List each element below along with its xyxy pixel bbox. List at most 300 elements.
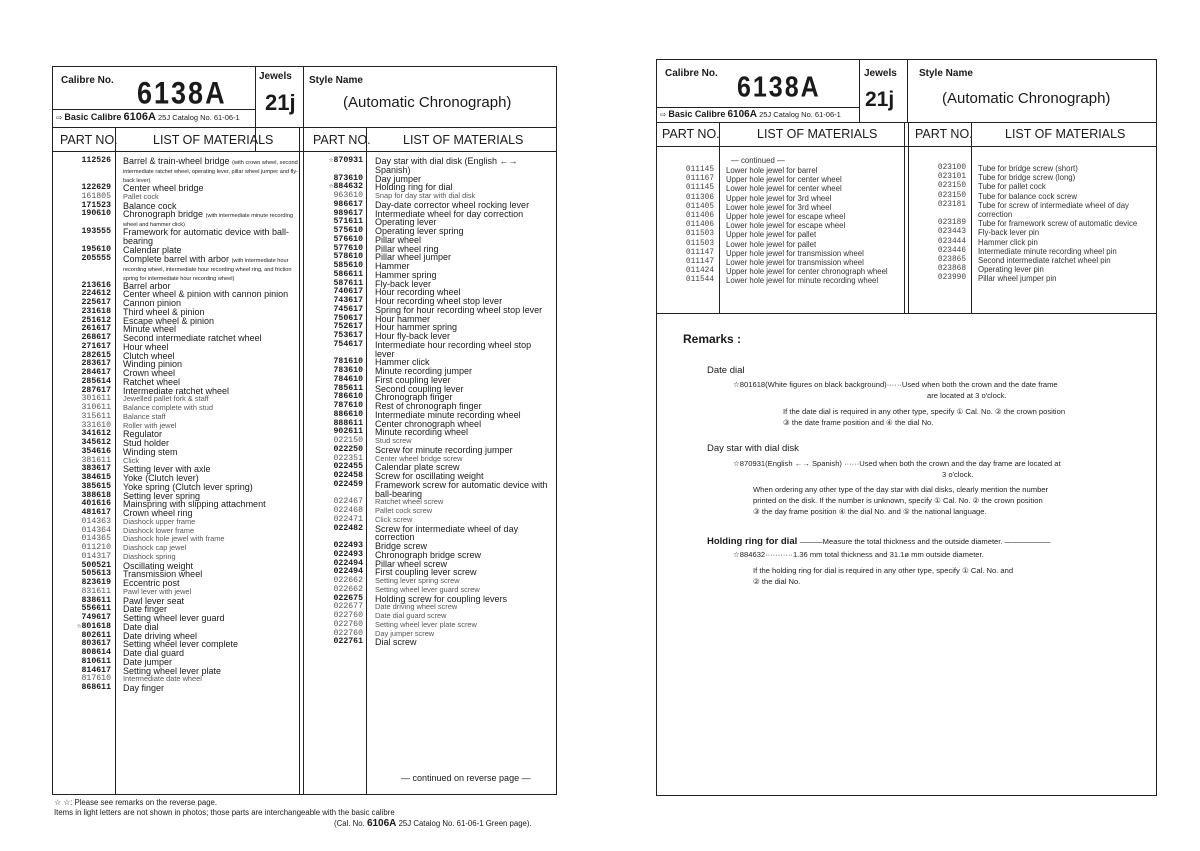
footnote-basic-calibre (334, 818, 532, 829)
part-number: 284617 (81, 368, 111, 377)
part-number: 022467 (333, 497, 363, 507)
part-number: 808614 (81, 648, 111, 657)
parts-list-column-2 (909, 164, 1155, 284)
part-number: 585610 (333, 261, 363, 270)
part-note: (with intermediate hour recording wheel, intermediate hour recording wheel ring, and friction spring for intermediate hour recording wheel) (123, 257, 292, 282)
part-name: Spring for hour recording wheel stop lever (375, 304, 543, 315)
part-number: 112526 (81, 156, 111, 165)
style-name: (Automatic Chronograph) (343, 94, 512, 111)
part-number: 022351 (333, 453, 363, 463)
part-name: Upper hole jewel for 3rd wheel (726, 193, 832, 203)
part-number: 011405 (685, 202, 714, 211)
part-number: 384615 (81, 473, 111, 482)
part-name: Lower hole jewel for pallet (726, 239, 817, 249)
holding-ring-heading (707, 536, 1050, 547)
day-star-line4: printed on the disk. If the number is unknown, specify ① Cal. No. ② the crown position (753, 496, 1043, 505)
part-number: 225617 (81, 298, 111, 307)
part-number: 023181 (937, 200, 966, 209)
part-name: Click (123, 455, 140, 465)
list-header: LIST OF MATERIALS (403, 133, 524, 147)
part-number: 251612 (81, 315, 111, 325)
part-name-cell (363, 481, 551, 499)
part-name-cell (111, 228, 299, 246)
part-name: Chronograph finger (375, 392, 453, 403)
part-number: 886610 (333, 409, 363, 419)
part-number: 341612 (81, 429, 111, 439)
part-number: 190610 (81, 209, 111, 219)
part-number: 754617 (333, 339, 363, 349)
part-number: 401616 (81, 499, 111, 509)
day-star-heading: Day star with dial disk (707, 443, 799, 454)
part-name: Setting wheel lever plate (123, 665, 222, 676)
part-name-cell (966, 247, 1153, 256)
part-number: 022455 (333, 462, 363, 472)
part-number: 011306 (685, 193, 714, 202)
part-number: 787610 (333, 401, 363, 410)
part-name: Date finger (123, 604, 168, 615)
part-number: 022493 (333, 549, 363, 559)
list-header: LIST OF MATERIALS (1005, 127, 1126, 141)
part-name: Hour recording wheel stop lever (375, 296, 503, 306)
part-row (53, 255, 299, 282)
style-name-label: Style Name (309, 75, 363, 86)
holding-ring-line3: ② the dial No. (753, 577, 801, 586)
part-number: 022494 (333, 567, 363, 577)
part-number: 817610 (81, 674, 111, 684)
part-row (909, 274, 1155, 283)
part-name: Minute recording wheel (375, 427, 469, 438)
part-number: 023990 (937, 274, 966, 283)
part-name-cell (363, 638, 551, 647)
part-name-cell (966, 238, 1153, 247)
part-name-cell (111, 210, 299, 228)
part-name: Minute wheel (123, 324, 177, 335)
part-name-cell (363, 525, 551, 543)
part-name: Setting wheel lever plate screw (375, 619, 477, 629)
part-number: 743617 (333, 296, 363, 305)
parts-list-column-1 (53, 157, 299, 693)
part-name: Regulator (123, 429, 163, 440)
part-name: Day-date corrector wheel rocking lever (375, 199, 530, 210)
part-row (305, 157, 551, 175)
part-number: 285614 (81, 376, 111, 386)
part-name: Second intermediate ratchet wheel pin (978, 256, 1111, 266)
part-number: 023150 (937, 191, 966, 200)
part-name: Screw for minute recording jumper (375, 444, 513, 455)
part-name-cell (363, 157, 551, 175)
part-number: 171523 (81, 200, 111, 210)
part-number: 011406 (685, 221, 714, 230)
part-name: Setting lever spring (123, 490, 201, 501)
part-name: Pillar wheel screw (375, 558, 448, 569)
part-name: Stud screw (375, 436, 412, 445)
part-number: 810611 (81, 656, 111, 666)
part-row (657, 276, 903, 285)
part-name: Yoke spring (Clutch lever spring) (123, 481, 253, 492)
part-number: 011424 (685, 267, 714, 276)
part-name: Snap for day star with dial disk (375, 191, 476, 200)
part-number: 022760 (333, 611, 363, 620)
basic-calibre-label: Basic Calibre (668, 109, 726, 119)
part-number: 023446 (937, 246, 966, 255)
part-row (657, 258, 903, 267)
part-row (657, 175, 903, 184)
part-name: Crown wheel (123, 368, 176, 378)
part-number: 011503 (685, 230, 714, 239)
part-number: 587611 (333, 278, 363, 288)
basic-calibre-catalog: 25J Catalog No. 61-06-1 (158, 113, 240, 122)
part-number: 381611 (81, 455, 111, 465)
part-name: Lower hole jewel for barrel (726, 166, 818, 175)
holding-ring-note: ———Measure the total thickness and the outside diameter. —————— (799, 537, 1051, 546)
part-name: Jewelled pallet fork & staff (123, 394, 209, 404)
part-row (657, 221, 903, 230)
part-name-cell (714, 221, 901, 230)
part-number: 011210 (81, 543, 111, 552)
holding-ring-line2: If the holding ring for dial is required in any other type, specify ① Cal. No. and (753, 566, 1014, 575)
part-number: 831611 (81, 586, 111, 596)
day-star-line1: ☆870931(English ←→ Spanish) ······Used when both the crown and the day frame are located at (733, 459, 1061, 468)
basic-calibre-catalog: 25J Catalog No. 61-06-1 (759, 110, 841, 119)
part-name: Pillar wheel (375, 234, 422, 245)
part-name: Eccentric post (123, 578, 180, 588)
style-name: (Automatic Chronograph) (942, 90, 1111, 107)
part-number: 014317 (81, 551, 111, 561)
part-number: 022458 (333, 471, 363, 480)
part-number: 287617 (81, 385, 111, 395)
part-name-cell (714, 194, 901, 203)
part-name: Click screw (375, 514, 413, 524)
part-number: 282615 (81, 350, 111, 360)
part-name: Stud holder (123, 438, 170, 448)
part-number: 022677 (333, 602, 363, 612)
part-name-cell (714, 212, 901, 221)
part-row (657, 267, 903, 276)
part-number: 752617 (333, 322, 363, 332)
part-number: 838611 (81, 595, 111, 605)
part-number: 271617 (81, 341, 111, 351)
part-number: 814617 (81, 665, 111, 675)
part-name: Hammer click pin (978, 237, 1038, 247)
part-number: 014365 (81, 534, 111, 544)
part-number: 283617 (81, 359, 111, 369)
part-row (657, 240, 903, 249)
part-row (305, 481, 551, 499)
part-name: Diashock lower frame (123, 525, 195, 535)
holding-ring-title: Holding ring for dial (707, 536, 798, 547)
part-name: Second intermediate ratchet wheel (123, 333, 262, 343)
part-number: 195610 (81, 244, 111, 254)
part-name: Operating lever pin (978, 265, 1044, 275)
part-name: Pillar wheel jumper pin (978, 274, 1057, 284)
part-name: Oscillating weight (123, 560, 194, 571)
part-name: Fly-back lever pin (978, 228, 1040, 238)
part-number: 268617 (81, 333, 111, 342)
part-name: Framework screw for automatic device with ball-bearing (375, 479, 548, 499)
part-row (657, 166, 903, 175)
part-name: Setting lever with axle (123, 464, 211, 475)
jewels-count: 21j (865, 88, 895, 111)
part-name: Holding ring for dial (375, 182, 453, 193)
part-row (909, 265, 1155, 274)
part-name: Upper hole jewel for center wheel (726, 175, 842, 185)
part-number: 023865 (937, 256, 966, 265)
part-name: Balance cock (123, 200, 177, 211)
part-row (909, 182, 1155, 191)
part-name-cell (714, 184, 901, 193)
part-number: 902611 (333, 427, 363, 437)
part-number: 011544 (685, 276, 714, 285)
part-name: Hour wheel (123, 341, 169, 352)
part-name-cell (714, 203, 901, 212)
part-name-cell (966, 201, 1153, 219)
part-number: 022493 (333, 541, 363, 550)
part-name: Center wheel & pinion with cannon pinion (123, 289, 289, 300)
part-number: 783610 (333, 366, 363, 375)
part-name: Escape wheel & pinion (123, 315, 215, 326)
part-name: Diashock hole jewel with frame (123, 534, 225, 544)
part-name: Tube for balance cock screw (978, 191, 1077, 201)
basic-calibre-number: 6106A (123, 111, 156, 123)
part-name: Pawl lever seat (123, 595, 185, 606)
part-name: Framework for automatic device with ball-bearing (123, 227, 290, 246)
parts-list-column-1 (657, 166, 903, 286)
calibre-label: Calibre No. (61, 75, 114, 86)
part-row (657, 194, 903, 203)
part-number: 011503 (685, 239, 714, 248)
part-name: Lower hole jewel for 3rd wheel (726, 202, 832, 212)
part-name: Intermediate minute recording wheel pin (978, 246, 1117, 256)
part-name: Hour hammer spring (375, 322, 458, 333)
part-number: 022471 (333, 514, 363, 524)
part-number: 388618 (81, 490, 111, 500)
day-star-line2: 3 o'clock. (942, 470, 974, 479)
part-name: Diashock upper frame (123, 516, 196, 526)
part-name-cell (714, 240, 901, 249)
part-name: Date dial guard screw (375, 611, 447, 620)
part-number: 022482 (333, 523, 363, 533)
part-number: 022459 (333, 479, 363, 489)
part-row (53, 210, 299, 228)
part-number: ☆884632 (328, 182, 363, 192)
part-name: Fly-back lever (375, 278, 432, 289)
part-name: Minute recording jumper (375, 366, 473, 376)
part-row (53, 228, 299, 246)
part-no-header: PART NO. (60, 133, 118, 147)
part-row (657, 212, 903, 221)
part-name: Balance staff (123, 411, 166, 421)
part-name: Pallet cock screw (375, 506, 433, 515)
part-number: 784610 (333, 374, 363, 384)
part-number: 888611 (333, 418, 363, 428)
part-number: 261617 (81, 324, 111, 334)
part-name: Hour fly-back lever (375, 331, 451, 341)
part-row (909, 228, 1155, 237)
part-row (909, 219, 1155, 228)
remarks-title: Remarks : (683, 332, 742, 346)
list-header: LIST OF MATERIALS (153, 133, 274, 147)
part-number: 023101 (937, 173, 966, 182)
parts-list-column-2 (305, 157, 551, 647)
part-number: 556611 (81, 604, 111, 614)
date-dial-line4: ③ the date frame position and ④ the dial No. (783, 418, 934, 427)
part-name-cell (966, 219, 1153, 228)
part-row (909, 164, 1155, 173)
part-name: Diashock spring (123, 551, 176, 561)
part-name: Lower hole jewel for center wheel (726, 184, 842, 194)
part-number: 383617 (81, 464, 111, 474)
part-name: Ratchet wheel (123, 376, 181, 387)
part-row (657, 249, 903, 258)
part-number: ☆870931 (328, 156, 363, 165)
part-name-cell (966, 164, 1153, 173)
part-name: Pillar wheel jumper (375, 252, 452, 263)
part-name: Date driving wheel screw (375, 602, 458, 612)
part-number: 011145 (685, 166, 714, 174)
part-name: Holding screw for coupling levers (375, 593, 508, 604)
part-note: (with intermediate minute recording wheel and hammer click) (123, 213, 293, 229)
date-dial-line1: ☆801618(White figures on black background)······Used when both the crown and the date frame (733, 380, 1058, 389)
part-number: 873610 (333, 173, 363, 183)
part-number: 345612 (81, 438, 111, 447)
left-page (52, 66, 557, 795)
part-name: Hammer click (375, 357, 430, 368)
part-row (657, 203, 903, 212)
part-number: 161805 (81, 191, 111, 201)
part-number: 749617 (81, 613, 111, 622)
calibre-number: 6138A (737, 71, 821, 104)
part-name: Date dial guard (123, 648, 185, 658)
part-name: Upper hole jewel for escape wheel (726, 212, 846, 222)
calibre-label: Calibre No. (665, 68, 718, 79)
part-name: Clutch wheel (123, 350, 175, 361)
part-number: 022250 (333, 444, 363, 454)
date-dial-line2: are located at 3 o'clock. (927, 391, 1007, 400)
part-name: Setting wheel lever complete (123, 639, 239, 650)
part-name: Calendar plate screw (375, 462, 460, 473)
part-name-cell (714, 175, 901, 184)
part-name: Screw for oscillating weight (375, 471, 484, 481)
date-dial-line3: If the date dial is required in any other type, specify ① Cal. No. ② the crown position (783, 407, 1066, 416)
part-name: Cannon pinion (123, 298, 182, 308)
part-number: 586611 (333, 269, 363, 279)
part-number: 785611 (333, 383, 363, 393)
part-number: 577610 (333, 243, 363, 253)
remarks-section (657, 313, 1156, 586)
part-number: 193555 (81, 227, 111, 237)
part-number: 505613 (81, 569, 111, 579)
part-number: 022760 (333, 619, 363, 629)
basic-calibre-number: 6106A (727, 109, 757, 120)
part-number: 500521 (81, 560, 111, 570)
part-name: Upper hole jewel for center chronograph wheel (726, 267, 888, 277)
part-number: 576610 (333, 234, 363, 244)
part-number: 354616 (81, 446, 111, 456)
part-number: 022760 (333, 628, 363, 638)
footnote-cal-number: 6106A (366, 818, 397, 829)
part-name: Setting wheel lever guard (123, 613, 225, 623)
part-name: Date dial (123, 621, 159, 632)
part-number: 014364 (81, 525, 111, 535)
part-name-cell (966, 173, 1153, 182)
part-name: Upper hole jewel for transmission wheel (726, 248, 864, 258)
part-number: 022675 (333, 593, 363, 603)
jewels-label: Jewels (864, 68, 897, 79)
part-row (657, 184, 903, 193)
part-name-cell (714, 276, 901, 285)
part-number: 575610 (333, 226, 363, 235)
basic-calibre-label: Basic Calibre (64, 112, 122, 122)
part-name-cell (714, 249, 901, 258)
footnote-cal-label: (Cal. No. (334, 819, 365, 828)
part-number: 011147 (685, 248, 714, 257)
calibre-number: 6138A (137, 76, 227, 111)
part-name: Balance complete with stud (123, 403, 213, 412)
part-name-cell (966, 182, 1153, 191)
part-number: 571611 (333, 217, 363, 227)
part-row (305, 638, 551, 647)
column-headers (657, 122, 1156, 147)
part-number: 385615 (81, 481, 111, 491)
part-name: Yoke (Clutch lever) (123, 473, 199, 483)
part-number: 023443 (937, 228, 966, 237)
part-number: 022494 (333, 558, 363, 568)
part-number: 022468 (333, 506, 363, 515)
part-name: Operating lever (375, 217, 437, 228)
part-number: 823619 (81, 578, 111, 587)
part-name: Lower hole jewel for transmission wheel (726, 258, 864, 268)
part-name: Second coupling lever (375, 383, 464, 394)
part-number: 803617 (81, 639, 111, 649)
part-number: 578610 (333, 252, 363, 262)
part-number: 786610 (333, 392, 363, 402)
part-name: Screw for intermediate wheel of day correction (375, 523, 519, 543)
part-number: 224612 (81, 289, 111, 299)
right-page (656, 59, 1157, 796)
part-name: Date jumper (123, 656, 173, 667)
part-name: Day jumper (375, 173, 422, 184)
part-name: Lower hole jewel for escape wheel (726, 221, 846, 231)
part-name: Intermediate wheel for day correction (375, 208, 524, 219)
part-name-cell (966, 274, 1153, 283)
part-name: Diashock cap jewel (123, 543, 187, 552)
calibre-header (657, 60, 1156, 123)
part-no-header: PART NO. (915, 127, 973, 141)
part-name: Barrel & train-wheel bridge (123, 156, 230, 166)
part-number: 753617 (333, 331, 363, 340)
part-row (909, 238, 1155, 247)
part-number: 023444 (937, 237, 966, 246)
part-number: 014363 (81, 516, 111, 526)
part-name: Tube for framework screw of automatic device (978, 219, 1138, 229)
part-name: Complete barrel with arbor (123, 253, 230, 264)
part-row (909, 173, 1155, 182)
part-name: Intermediate date wheel (123, 674, 202, 684)
part-name: Tube for bridge screw (short) (978, 164, 1078, 173)
part-number: 022662 (333, 584, 363, 594)
part-number: 315611 (81, 411, 111, 421)
part-name: Intermediate ratchet wheel (123, 385, 230, 396)
part-name: Lower hole jewel for minute recording wheel (726, 276, 879, 286)
part-row (305, 525, 551, 543)
part-name: Barrel arbor (123, 280, 171, 291)
part-row (909, 192, 1155, 201)
part-name: Chronograph bridge screw (375, 549, 482, 560)
part-no-header: PART NO. (313, 133, 371, 147)
day-star-line3: When ordering any other type of the day star with dial disks, clearly mention the number (753, 485, 1049, 494)
part-name: Center wheel bridge (123, 183, 204, 193)
part-row (305, 341, 551, 359)
